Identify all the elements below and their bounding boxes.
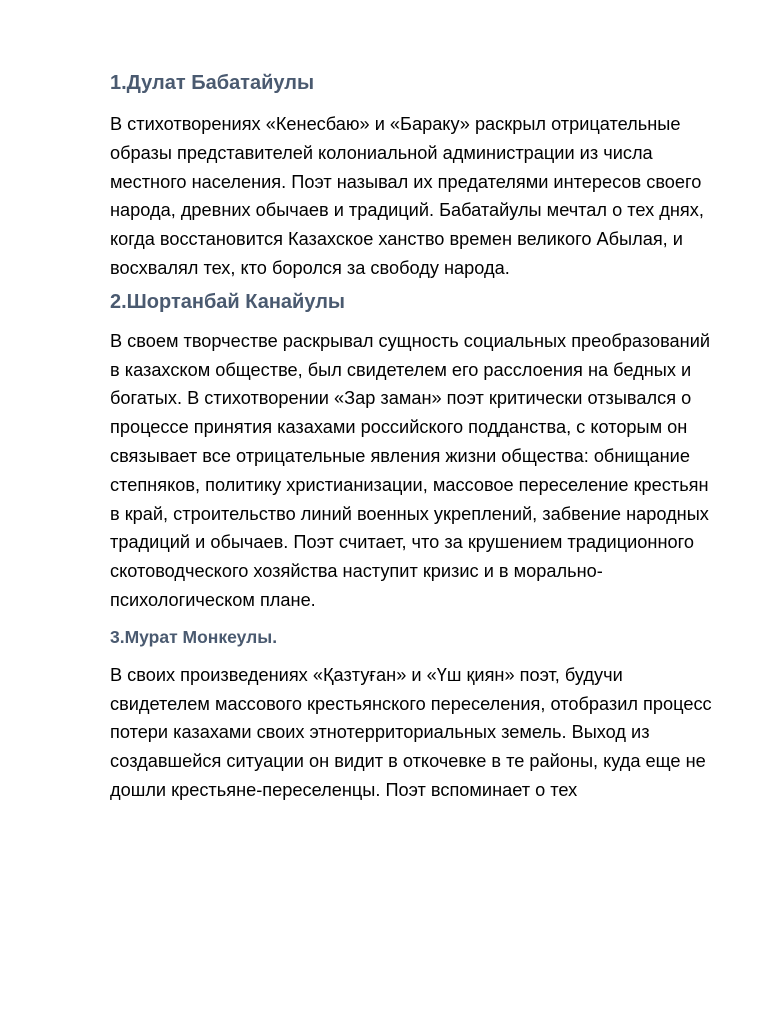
section-2-paragraph: В своем творчестве раскрывал сущность социальных преобразований в казахском обществе, был свидетелем его расслоения на бедных и богатых. В стихотворении «Зар заман» поэт критически отзывался о процессе принятия казахами российского подданства, с которым он связывает все отрицательные явления жизни общества: обнищание степняков, политику христианизации, массовое переселение крестьян в край, строительство линий военных укреплений, забвение народных традиций и обычаев. Поэт считает, что за крушением традиционного скотоводческого хозяйства наступит кризис и в морально-психологическом плане. [110,330,711,610]
section-3-heading: 3.Мурат Монкеулы. [110,626,278,647]
section-2-heading: 2.Шортанбай Канайулы [110,290,345,313]
document-page [110,68,722,805]
section-3-paragraph: В своих произведениях «Қазтуған» и «Үш қиян» поэт, будучи свидетелем массового крестьянского переселения, отобразил процесс потери казахами своих этнотерриториальных земель. Выход из создавшейся ситуации он видит в откочевке в те районы, куда еще не дошли крестьяне-переселенцы. Поэт вспоминает о тех [110,664,712,800]
section-1-paragraph: В стихотворениях «Кенесбаю» и «Бараку» раскрыл отрицательные образы представителей колониальной администрации из числа местного населения. Поэт называл их предателями интересов своего народа, древних обычаев и традиций. Бабатайулы мечтал о тех днях, когда восстановится Казахское ханство времен великого Абылая, и восхвалял тех, кто боролся за свободу народа. [110,114,704,278]
section-1-heading: 1.Дулат Бабатайулы [110,72,315,94]
